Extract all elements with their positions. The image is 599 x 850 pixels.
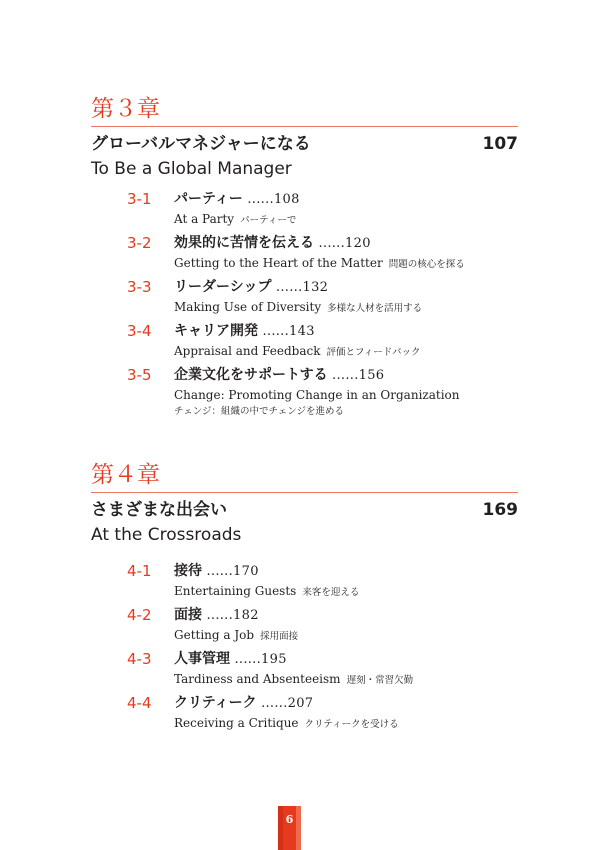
section-title-line bbox=[174, 189, 534, 210]
section-subtitle bbox=[174, 254, 534, 274]
page-number: 6 bbox=[285, 813, 294, 826]
section-number: 4-3 bbox=[127, 650, 152, 668]
section-title-english: At a Party bbox=[174, 212, 235, 226]
section-title-japanese: クリティーク bbox=[174, 695, 257, 711]
chapter-divider bbox=[91, 126, 518, 127]
chapter-4-header bbox=[91, 461, 518, 547]
section-page: ......195 bbox=[234, 652, 287, 667]
section-title-japanese: キャリア開発 bbox=[174, 323, 258, 339]
section-page: ......108 bbox=[247, 192, 300, 207]
section-title-line bbox=[174, 605, 534, 626]
section-title-english: Making Use of Diversity bbox=[174, 300, 322, 314]
section-subtitle bbox=[174, 298, 534, 318]
section-title-line bbox=[174, 277, 534, 298]
section-number: 4-1 bbox=[127, 562, 152, 580]
chapter-divider bbox=[91, 492, 518, 493]
section-note-japanese: クリティークを受ける bbox=[304, 719, 399, 730]
chapter-page-number: 169 bbox=[482, 500, 518, 520]
toc-entry-3-2[interactable] bbox=[127, 233, 534, 274]
section-title-english: Getting a Job bbox=[174, 628, 255, 642]
toc-entry-3-5[interactable] bbox=[127, 365, 534, 420]
section-title-english: Tardiness and Absenteeism bbox=[174, 672, 341, 686]
chapter-title-japanese: グローバルマネジャーになる bbox=[91, 134, 311, 154]
section-page: ......156 bbox=[332, 368, 385, 383]
section-note-japanese: チェンジ：組織の中でチェンジを進める bbox=[174, 406, 344, 417]
section-subtitle bbox=[174, 342, 534, 362]
toc-entry-3-4[interactable] bbox=[127, 321, 534, 362]
section-note-japanese: 採用面接 bbox=[260, 631, 299, 642]
chapter-title-row bbox=[91, 131, 518, 157]
section-number: 3-1 bbox=[127, 190, 152, 208]
section-note-japanese: 評価とフィードバック bbox=[326, 347, 421, 358]
chapter-page-number: 107 bbox=[482, 134, 518, 154]
section-page: ......120 bbox=[318, 236, 371, 251]
section-title-line bbox=[174, 233, 534, 254]
section-title-japanese: 企業文化をサポートする bbox=[174, 367, 328, 383]
section-title-japanese: パーティー bbox=[174, 191, 243, 207]
chapter-title-japanese: さまざまな出会い bbox=[91, 500, 227, 520]
section-note-japanese: パーティーで bbox=[240, 215, 297, 226]
chapter-label: 第３章 bbox=[91, 96, 160, 122]
section-title-japanese: 接待 bbox=[174, 563, 202, 579]
section-subtitle bbox=[174, 626, 534, 646]
toc-entry-3-1[interactable] bbox=[127, 189, 534, 230]
section-title-line bbox=[174, 321, 534, 342]
section-subtitle bbox=[174, 670, 534, 690]
page-number-tab bbox=[278, 806, 301, 850]
section-page: ......132 bbox=[275, 280, 329, 295]
section-number: 4-2 bbox=[127, 606, 152, 624]
toc-entry-4-4[interactable] bbox=[127, 693, 534, 734]
chapter-label: 第４章 bbox=[91, 462, 160, 488]
section-title-english: Entertaining Guests bbox=[174, 584, 297, 598]
section-title-english: Receiving a Critique bbox=[174, 716, 299, 730]
toc-entry-4-2[interactable] bbox=[127, 605, 534, 646]
section-number: 4-4 bbox=[127, 694, 152, 712]
section-page: ......182 bbox=[206, 608, 259, 623]
toc-entry-4-1[interactable] bbox=[127, 561, 534, 602]
section-title-japanese: 効果的に苦情を伝える bbox=[174, 235, 314, 251]
section-title-japanese: 面接 bbox=[174, 607, 202, 623]
section-title-line bbox=[174, 649, 534, 670]
section-note-japanese: 遅刻・常習欠勤 bbox=[346, 675, 414, 686]
section-subtitle bbox=[174, 582, 534, 602]
section-title-line bbox=[174, 561, 534, 582]
section-title-line bbox=[174, 693, 534, 714]
chapter-3-header bbox=[91, 95, 518, 181]
toc-entry-4-3[interactable] bbox=[127, 649, 534, 690]
chapter-title-english: To Be a Global Manager bbox=[91, 159, 292, 179]
section-note-japanese: 多様な人材を活用する bbox=[327, 303, 423, 314]
section-page: ......143 bbox=[262, 324, 315, 339]
section-title-english: Appraisal and Feedback bbox=[174, 344, 321, 358]
section-number: 3-4 bbox=[127, 322, 152, 340]
section-page: ......170 bbox=[206, 564, 259, 579]
toc-entry-3-3[interactable] bbox=[127, 277, 534, 318]
section-title-line bbox=[174, 365, 534, 386]
section-title-japanese: 人事管理 bbox=[174, 651, 230, 667]
section-title-english: Getting to the Heart of the Matter bbox=[174, 256, 383, 270]
section-subtitle bbox=[174, 714, 534, 734]
section-page: ......207 bbox=[261, 696, 314, 711]
section-number: 3-5 bbox=[127, 366, 152, 384]
section-title-english: Change: Promoting Change in an Organization bbox=[174, 388, 460, 402]
section-note-japanese: 来客を迎える bbox=[302, 587, 360, 598]
section-subtitle bbox=[174, 210, 534, 230]
chapter-title-english: At the Crossroads bbox=[91, 525, 242, 545]
section-note-japanese: 問題の核心を探る bbox=[388, 259, 465, 270]
section-title-japanese: リーダーシップ bbox=[174, 279, 272, 295]
chapter-title-row bbox=[91, 497, 518, 523]
section-number: 3-2 bbox=[127, 234, 152, 252]
section-number: 3-3 bbox=[127, 278, 152, 296]
